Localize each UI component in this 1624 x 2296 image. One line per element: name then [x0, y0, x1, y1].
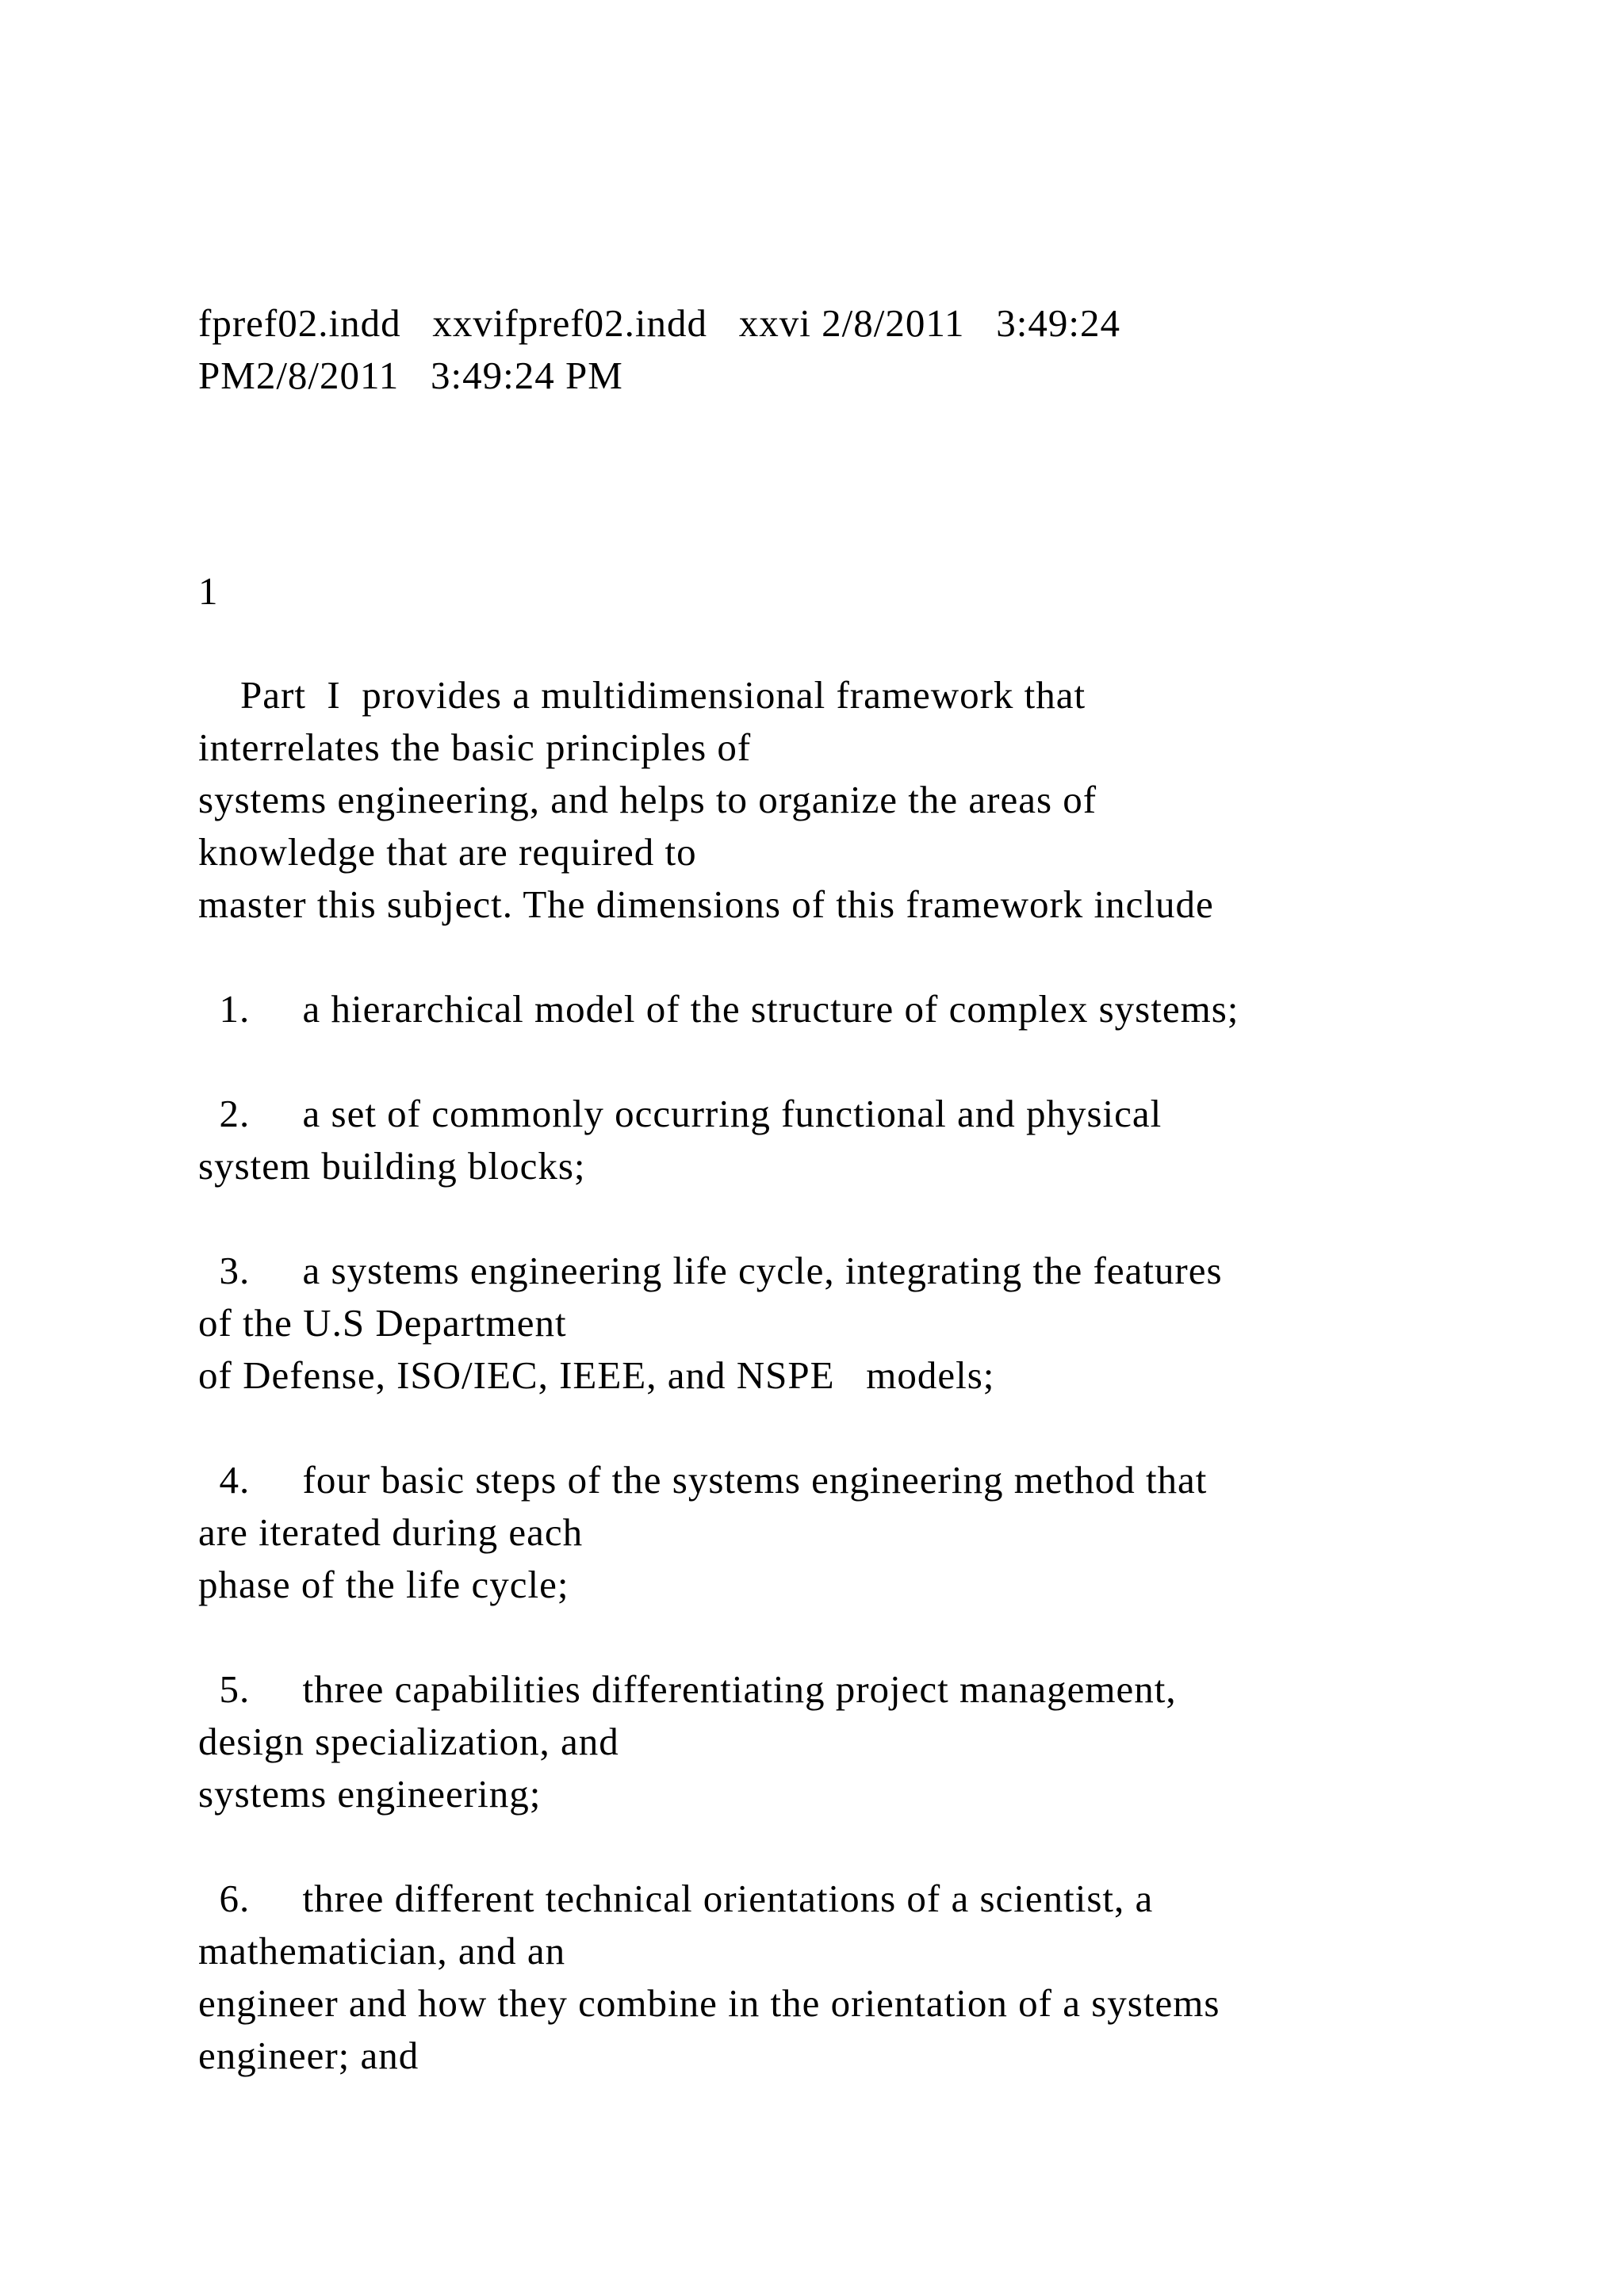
list-item-3-line-3: of Defense, ISO/IEC, IEEE, and NSPE models; — [198, 1353, 995, 1397]
list-item-4-line-2: are iterated during each — [198, 1510, 584, 1554]
intro-line-5: master this subject. The dimensions of this framework include — [198, 882, 1214, 926]
list-item-1-line-1: 1. a hierarchical model of the structure of complex systems; — [198, 987, 1239, 1031]
intro-line-4: knowledge that are required to — [198, 830, 697, 874]
list-item-2-line-1: 2. a set of commonly occurring functional and physical — [198, 1092, 1162, 1135]
list-item-6-line-1: 6. three different technical orientations of a scientist, a — [198, 1877, 1154, 1920]
list-item-2-line-2: system building blocks; — [198, 1144, 586, 1188]
intro-line-2: interrelates the basic principles of — [198, 725, 752, 769]
intro-line-1: Part I provides a multidimensional framework that — [198, 673, 1086, 717]
page-number: 1 — [198, 569, 219, 613]
file-info-line-2: PM2/8/2011 3:49:24 PM — [198, 354, 623, 397]
list-item-4-line-1: 4. four basic steps of the systems engineering method that — [198, 1458, 1208, 1502]
list-item-6-line-3: engineer and how they combine in the orientation of a systems — [198, 1981, 1220, 2025]
list-item-3-line-2: of the U.S Department — [198, 1301, 567, 1345]
list-item-6-line-2: mathematician, and an — [198, 1929, 566, 1973]
intro-line-3: systems engineering, and helps to organize the areas of — [198, 778, 1097, 821]
list-item-5-line-2: design specialization, and — [198, 1720, 619, 1763]
file-info-line-1: fpref02.indd xxvifpref02.indd xxvi 2/8/2011 3:49:24 — [198, 301, 1120, 345]
list-item-3-line-1: 3. a systems engineering life cycle, integrating the features — [198, 1249, 1223, 1292]
list-item-6-line-4: engineer; and — [198, 2034, 419, 2077]
list-item-4-line-3: phase of the life cycle; — [198, 1563, 569, 1606]
list-item-5-line-3: systems engineering; — [198, 1772, 542, 1816]
list-item-5-line-1: 5. three capabilities differentiating project management, — [198, 1667, 1177, 1711]
